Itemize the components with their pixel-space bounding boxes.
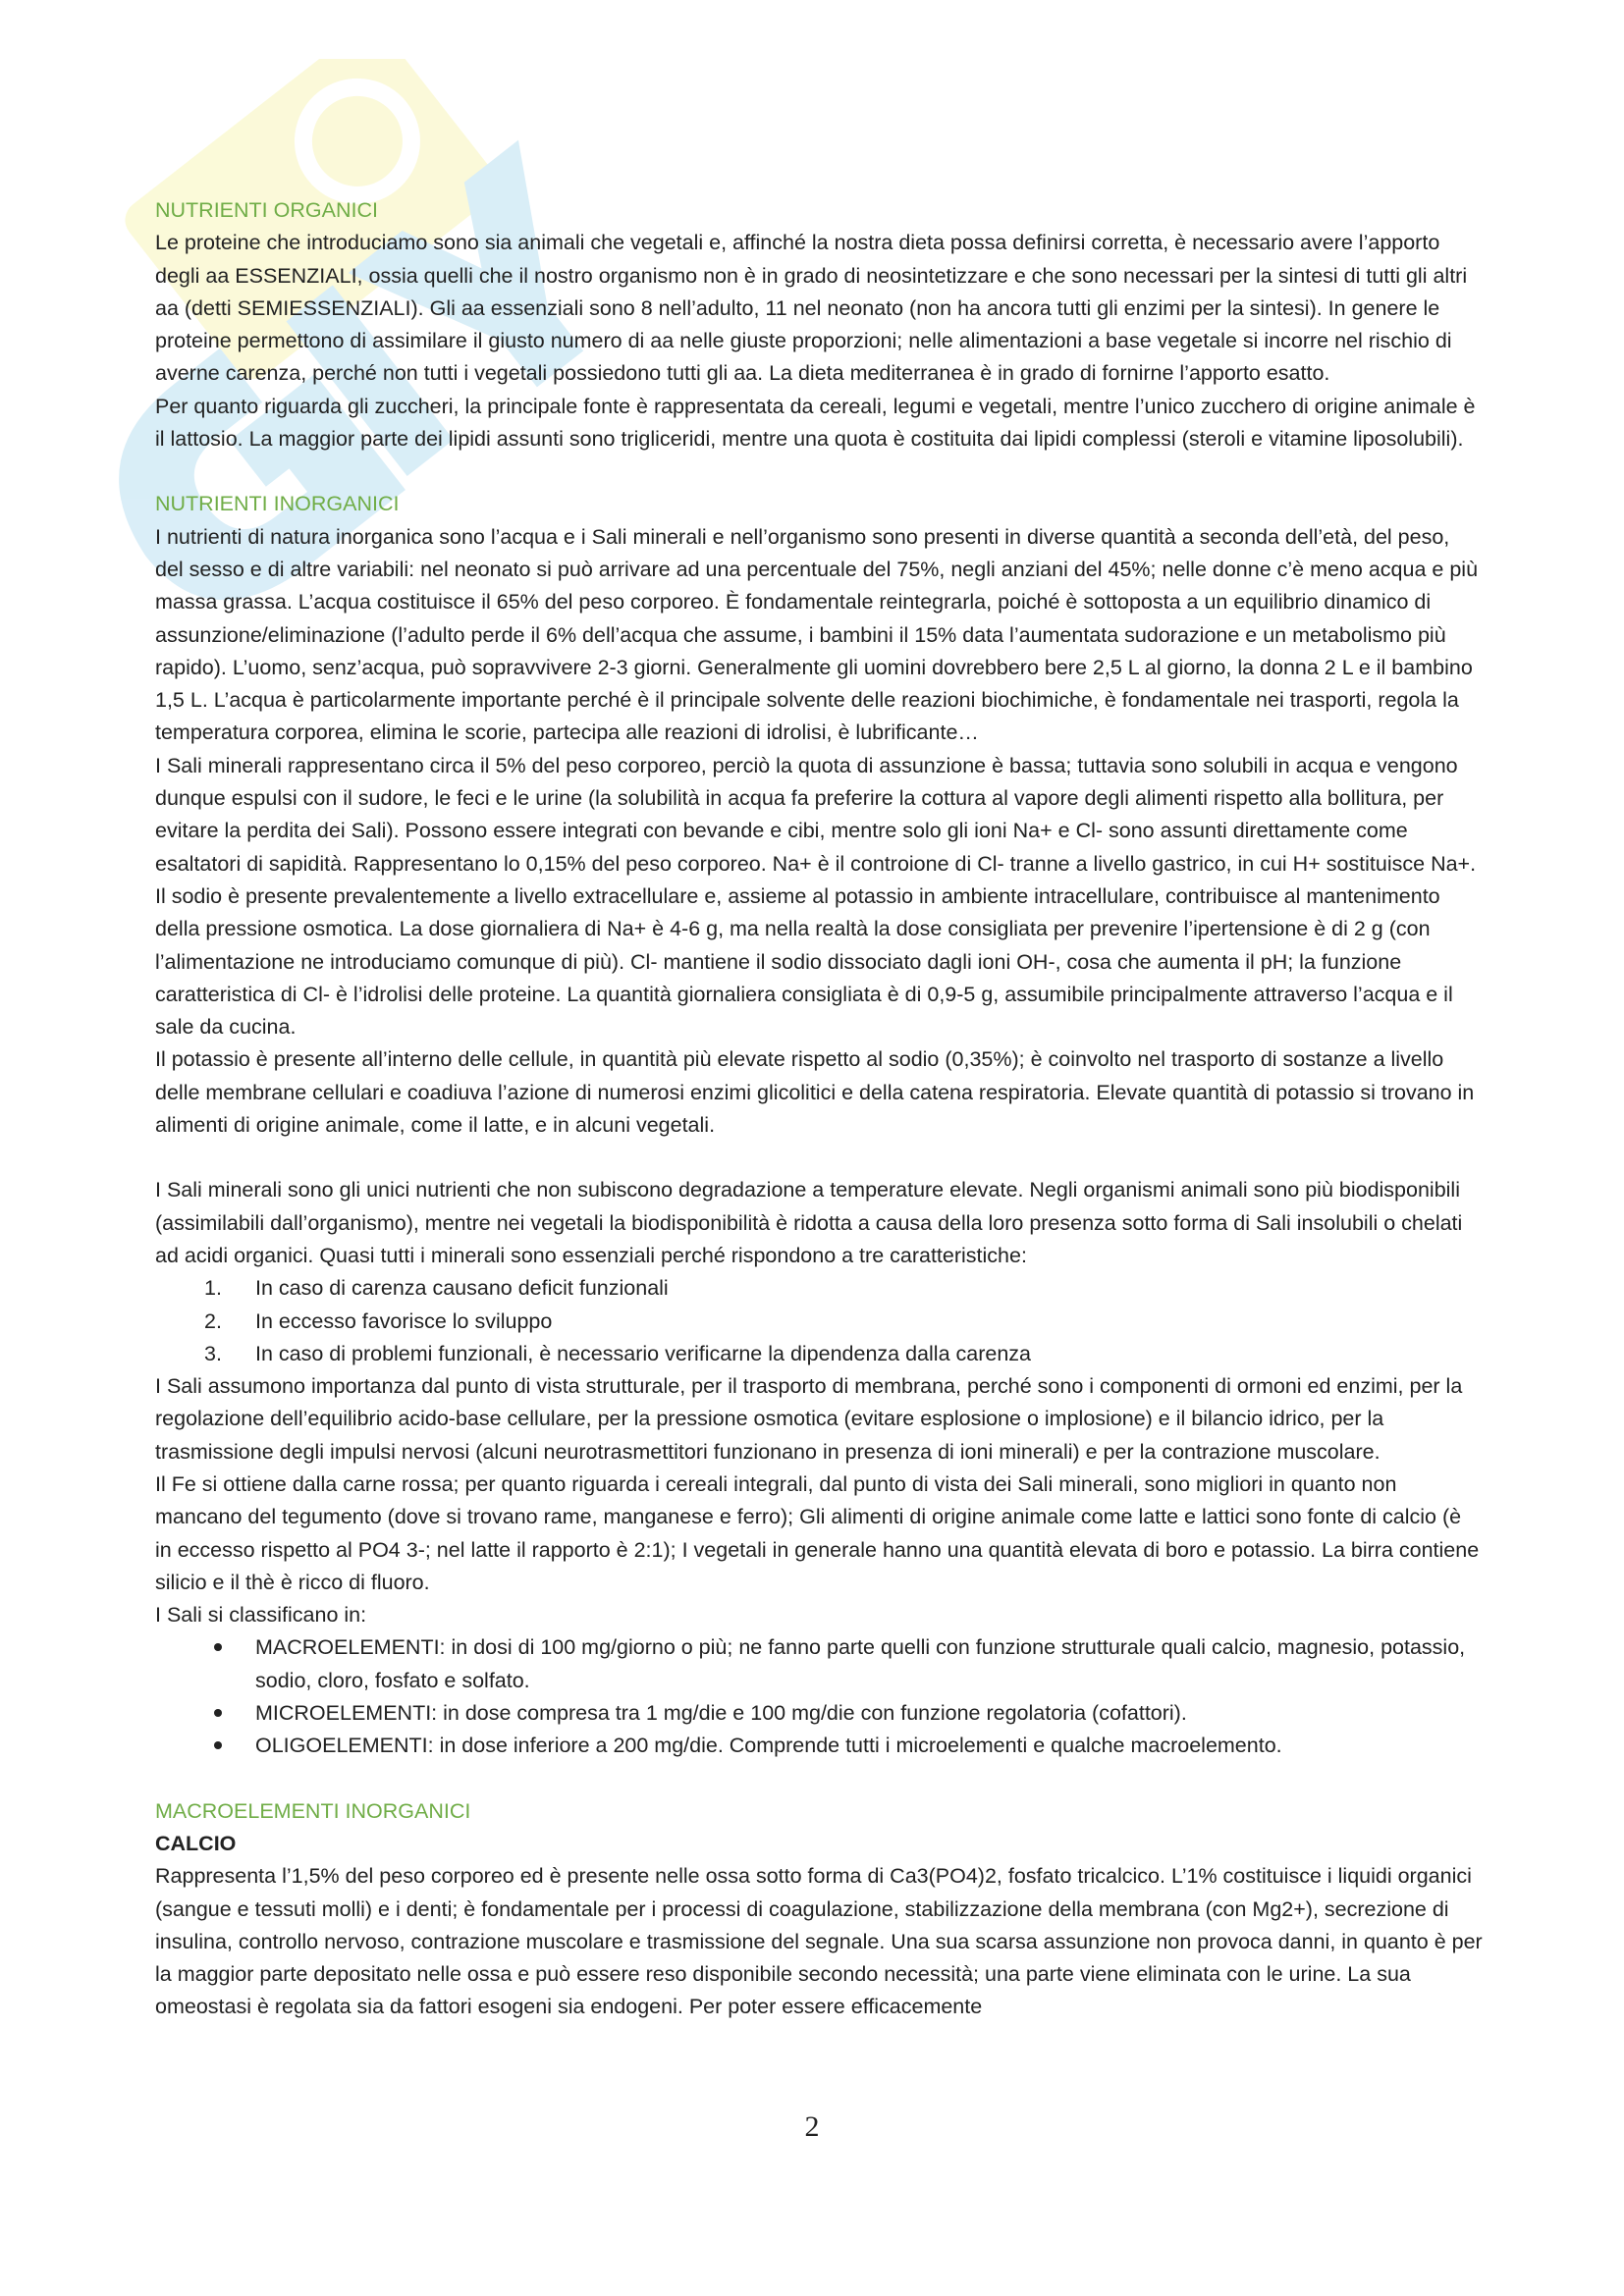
section-gap — [155, 1142, 1483, 1174]
subheading-calcio: CALCIO — [155, 1831, 237, 1855]
section-gap — [155, 1763, 1483, 1795]
paragraph-classificazione: I Sali si classificano in: — [155, 1603, 367, 1628]
list-item: MACROELEMENTI: in dosi di 100 mg/giorno o più; ne fanno parte quelli con funzione strutturale quali calcio, magnesio, potassio, sodio, cloro, fosfato e solfato. — [155, 1631, 1483, 1697]
paragraph-potassio: Il potassio è presente all’interno delle cellule, in quantità più elevate rispetto al sodio (0,35%); è coinvolto nel trasporto di sostanze a livello delle membrane cellulari e coadiuva l’azione di numerosi enzimi glicolitici e della catena respiratoria. Elevate quantità di potassio si trovano in alimenti di origine animale, come il latte, e in alcuni vegetali. — [155, 1047, 1475, 1138]
list-item: 3. In caso di problemi funzionali, è necessario verificarne la dipendenza dalla carenza — [204, 1341, 1031, 1365]
paragraph-zuccheri: Per quanto riguarda gli zuccheri, la principale fonte è rappresentata da cereali, legumi e vegetali, mentre l’unico zucchero di origine animale è il lattosio. La maggior parte dei lipidi assunti sono trigliceridi, mentre una quota è costituita dai lipidi complessi (steroli e vitamine liposolubili). — [155, 394, 1476, 452]
list-item: OLIGOELEMENTI: in dose inferiore a 200 mg/die. Comprende tutti i microelementi e qualche macroelemento. — [155, 1730, 1483, 1762]
paragraph-sali-minerali: I Sali minerali rappresentano circa il 5% del peso corporeo, perciò la quota di assunzione è bassa; tuttavia sono solubili in acqua e vengono dunque espulsi con il sudore, le feci e le urine (la solubilità in acqua fa preferire la cottura al vapore degli alimenti rispetto alla bollitura, per evitare la perdita dei Sali). Possono essere integrati con bevande e cibi, mentre solo gli ioni Na+ e Cl- sono assunti direttamente come esaltatori di sapidità. Rappresentano lo 0,15% del peso corporeo. Na+ è il controione di Cl- tranne a livello gastrico, in cui H+ sostituisce Na+. Il sodio è presente prevalentemente a livello extracellulare e, assieme al potassio in ambiente intracellulare, contribuisce al mantenimento della pressione osmotica. La dose giornaliera di Na+ è 4-6 g, ma nella realtà la dose consigliata per prevenire l’ipertensione è di 2 g (con l’alimentazione ne introduciamo comunque di più). Cl- mantiene il sodio dissociato dagli ioni OH-, cosa che aumenta il pH; la funzione caratteristica di Cl- è l’idrolisi delle proteine. La quantità giornaliera consigliata è di 0,9-5 g, assumibile principalmente attraverso l’acqua e il sale da cucina. — [155, 753, 1477, 1040]
section-heading-macroelementi: MACROELEMENTI INORGANICI — [155, 1798, 471, 1823]
paragraph-acqua: I nutrienti di natura inorganica sono l’acqua e i Sali minerali e nell’organismo sono presenti in diverse quantità a seconda dell’età, del peso, del sesso e di altre variabili: nel neonato si può arrivare ad una percentuale del 75%, negli anziani del 45%; nelle donne c’è meno acqua e più massa grassa. L’acqua costituisce il 65% del peso corporeo. È fondamentale reintegrarla, poiché è sottoposta a un equilibrio dinamico di assunzione/eliminazione (l’adulto perde il 6% dell’acqua che assume, i bambini il 15% data l’aumentata sudorazione e un metabolismo più rapido). L’uomo, senz’acqua, può sopravvivere 2-3 giorni. Generalmente gli uomini dovrebbero bere 2,5 L al giorno, la donna 2 L e il bambino 1,5 L. L’acqua è particolarmente importante perché è il principale solvente delle reazioni biochimiche, è fondamentale nei trasporti, regola la temperatura corporea, elimina le scorie, partecipa alle reazioni di idrolisi, è lubrificante… — [155, 524, 1479, 745]
paragraph-calcio: Rappresenta l’1,5% del peso corporeo ed è presente nelle ossa sotto forma di Ca3(PO4)2, fosfato tricalcico. L’1% costituisce i liquidi organici (sangue e tessuti molli) e i denti; è fondamentale per i processi di coagulazione, stabilizzazione della membrana (con Mg2+), secrezione di insulina, controllo nervoso, contrazione muscolare e trasmissione del segnale. Una sua scarsa assunzione non provoca danni, in quanto è per la maggior parte depositato nelle ossa e può essere reso disponibile secondo necessità; una parte viene eliminata con le urine. La sua omeostasi è regolata sia da fattori esogeni sia endogeni. Per poter essere efficacemente — [155, 1864, 1483, 2019]
section-heading-nutrienti-organici: NUTRIENTI ORGANICI — [155, 198, 378, 222]
numbered-list — [155, 1272, 1483, 1370]
section-gap — [155, 455, 1483, 488]
list-item: MICROELEMENTI: in dose compresa tra 1 mg/die e 100 mg/die con funzione regolatoria (cofattori). — [155, 1697, 1483, 1730]
paragraph-fonti-minerali: Il Fe si ottiene dalla carne rossa; per quanto riguarda i cereali integrali, dal punto di vista dei Sali minerali, sono migliori in quanto non mancano del tegumento (dove si trovano rame, manganese e ferro); Gli alimenti di origine animale come latte e lattici sono fonte di calcio (è in eccesso rispetto al PO4 3-; nel latte il rapporto è 2:1); I vegetali in generale hanno una quantità elevata di boro e potassio. La birra contiene silicio e il thè è ricco di fluoro. — [155, 1471, 1480, 1594]
document-page — [155, 194, 1483, 2024]
bullet-icon — [214, 1709, 222, 1717]
paragraph-biodisponibilita: I Sali minerali sono gli unici nutrienti che non subiscono degradazione a temperature elevate. Negli organismi animali sono più biodisponibili (assimilabili dall’organismo), mentre nei vegetali la biodisponibilità è ridotta a causa della loro presenza sotto forma di Sali insolubili o chelati ad acidi organici. Quasi tutti i minerali sono essenziali perché rispondono a tre caratteristiche: — [155, 1178, 1463, 1267]
bullet-icon — [214, 1643, 222, 1651]
bullet-icon — [214, 1741, 222, 1749]
list-item: 2. In eccesso favorisce lo sviluppo — [204, 1308, 553, 1333]
page-number: 2 — [804, 2110, 820, 2143]
section-heading-nutrienti-inorganici: NUTRIENTI INORGANICI — [155, 492, 400, 516]
paragraph-proteine: Le proteine che introduciamo sono sia animali che vegetali e, affinché la nostra dieta possa definirsi corretta, è necessario avere l’apporto degli aa ESSENZIALI, ossia quelli che il nostro organismo non è in grado di neosintetizzare e che sono necessari per la sintesi di tutti gli altri aa (detti SEMIESSENZIALI). Gli aa essenziali sono 8 nell’adulto, 11 nel neonato (non ha ancora tutti gli enzimi per la sintesi). In genere le proteine permettono di assimilare il giusto numero di aa nelle giuste proporzioni; nelle alimentazioni a base vegetale si incorre nel rischio di averne carenza, perché non tutti i vegetali possiedono tutti gli aa. La dieta mediterranea è in grado di fornirne l’apporto esatto. — [155, 231, 1468, 386]
bullet-list — [155, 1631, 1483, 1762]
list-item: 1. In caso di carenza causano deficit funzionali — [204, 1276, 669, 1301]
paragraph-importanza-sali: I Sali assumono importanza dal punto di vista strutturale, per il trasporto di membrana, perché sono i componenti di ormoni ed enzimi, per la regolazione dell’equilibrio acido-base cellulare, per la pressione osmotica (evitare esplosione o implosione) e il bilancio idrico, per la trasmissione degli impulsi nervosi (alcuni neurotrasmettitori funzionano in presenza di ioni minerali) e per la contrazione muscolare. — [155, 1374, 1463, 1464]
